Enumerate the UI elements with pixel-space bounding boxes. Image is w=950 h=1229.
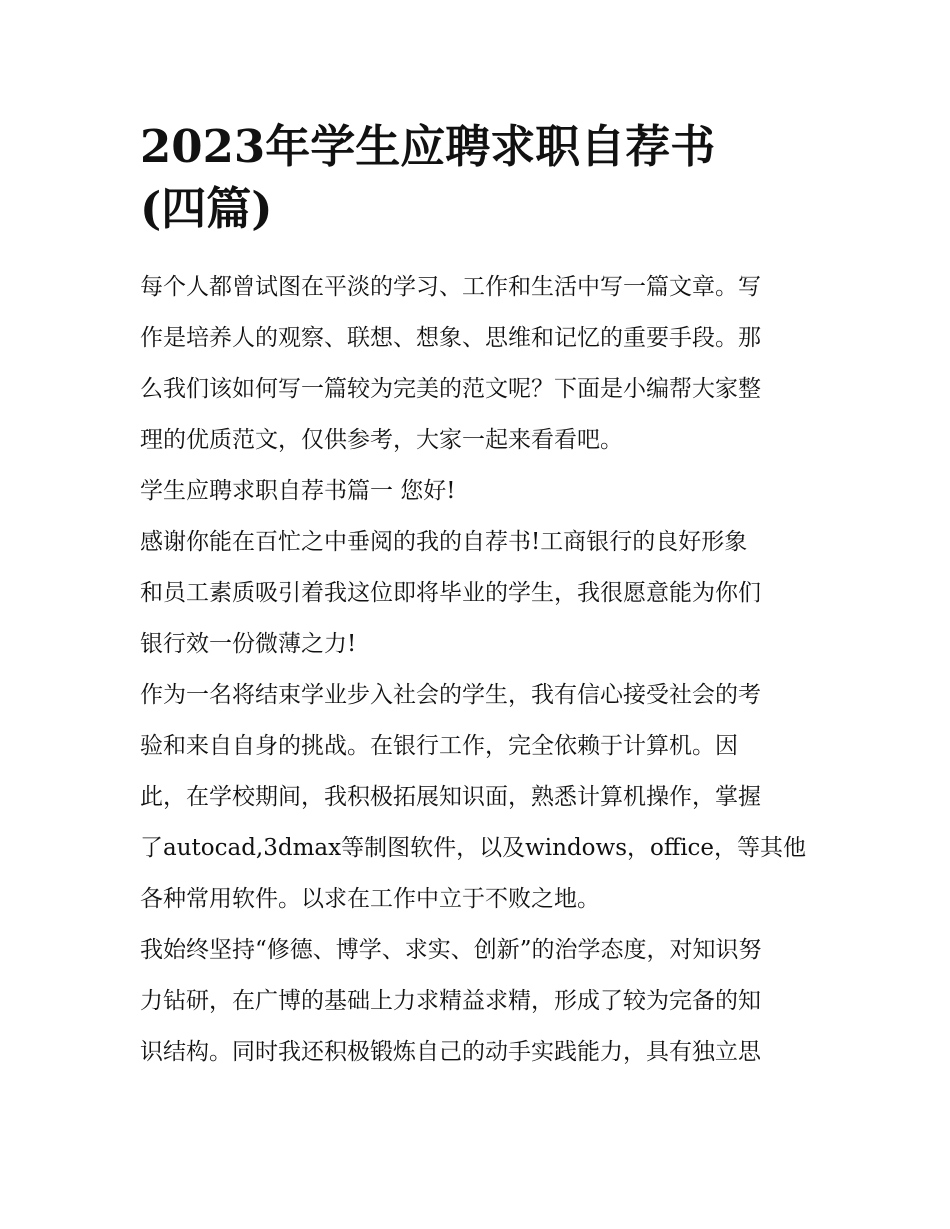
text-line: 感谢你能在百忙之中垂阅的我的自荐书!工商银行的良好形象 [140, 529, 748, 555]
title-line-1: 2023年学生应聘求职自荐书 [140, 120, 716, 173]
text-line: 我始终坚持“修德、博学、求实、创新”的治学态度，对知识努 [140, 937, 762, 963]
text-line: 理的优质范文，仅供参考，大家一起来看看吧。 [140, 427, 623, 453]
paragraph-skills [140, 670, 812, 925]
text-line: 识结构。同时我还积极锻炼自己的动手实践能力，具有独立思 [140, 1039, 761, 1065]
paragraph-intro [140, 262, 812, 466]
paragraph-attitude [140, 925, 812, 1078]
text-line: 作为一名将结束学业步入社会的学生，我有信心接受社会的考 [140, 682, 761, 708]
text-line: 各种常用软件。以求在工作中立于不败之地。 [140, 886, 600, 912]
text-line: 作是培养人的观察、联想、想象、思维和记忆的重要手段。那 [140, 325, 761, 351]
text-line: 银行效一份微薄之力! [140, 631, 357, 657]
page-title [140, 116, 812, 240]
text-line: 每个人都曾试图在平淡的学习、工作和生活中写一篇文章。写 [140, 274, 761, 300]
text-line: 了autocad,3dmax等制图软件，以及windows，office，等其他 [140, 835, 807, 861]
title-line-2: (四篇) [140, 182, 273, 235]
paragraph-section-heading [140, 466, 812, 517]
text-line: 力钻研，在广博的基础上力求精益求精，形成了较为完备的知 [140, 988, 761, 1014]
text-line: 和员工素质吸引着我这位即将毕业的学生，我很愿意能为你们 [140, 580, 761, 606]
text-line: 么我们该如何写一篇较为完美的范文呢？下面是小编帮大家整 [140, 376, 761, 402]
document-content [140, 116, 812, 1078]
text-line: 学生应聘求职自荐书篇一 您好! [140, 478, 456, 504]
text-line: 此，在学校期间，我积极拓展知识面，熟悉计算机操作，掌握 [140, 784, 761, 810]
paragraph-thanks [140, 517, 812, 670]
text-line: 验和来自自身的挑战。在银行工作，完全依赖于计算机。因 [140, 733, 738, 759]
